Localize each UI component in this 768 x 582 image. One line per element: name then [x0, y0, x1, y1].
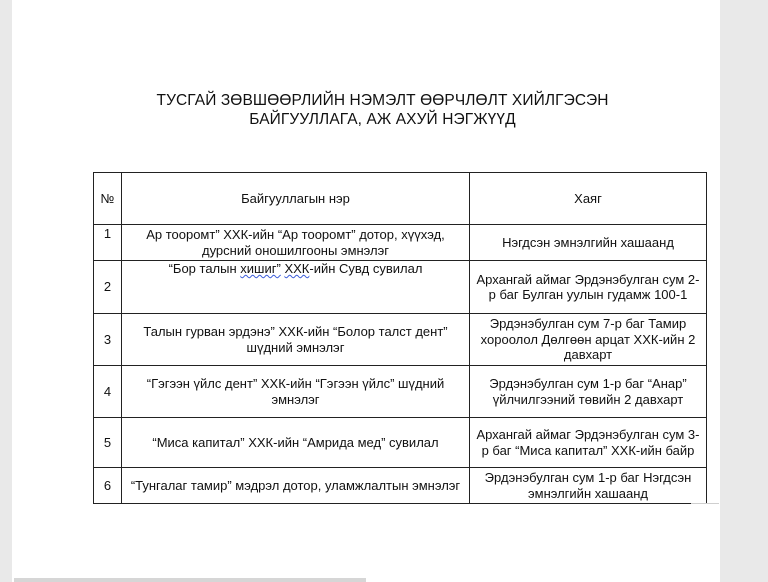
header-organization-name: Байгууллагын нэр [122, 173, 470, 225]
table-row [94, 261, 707, 314]
title-line-2: БАЙГУУЛЛАГА, АЖ АХУЙ НЭГЖҮҮД [249, 111, 516, 128]
title-line-1: ТУСГАЙ ЗӨВШӨӨРЛИЙН НЭМЭЛТ ӨӨРЧЛӨЛТ ХИЙЛГЭСЭН [156, 92, 609, 109]
organization-address: Эрдэнэбулган сум 1-р баг “Анар” үйлчилгээний төвийн 2 давхарт [470, 366, 707, 418]
organization-name: “Бор талын хишиг” ХХК-ийн Сувд сувилал [122, 261, 470, 314]
document-title [0, 91, 765, 129]
table-row [94, 418, 707, 468]
organization-address: Эрдэнэбулган сум 7-р баг Тамир хороолол Дөлгөөн арцат ХХК-ийн 2 давхарт [470, 314, 707, 366]
horizontal-scrollbar[interactable] [14, 578, 366, 582]
organization-name: Ар тооромт” ХХК-ийн “Ар тооромт” дотор, хүүхэд, дурсний оношилгооны эмнэлэг [122, 225, 470, 261]
row-number: 4 [94, 366, 122, 418]
header-address: Хаяг [470, 173, 707, 225]
divider [691, 503, 719, 504]
table-row [94, 225, 707, 261]
row-number: 2 [94, 261, 122, 314]
organizations-table [93, 172, 707, 504]
organization-name: “Миса капитал” ХХК-ийн “Амрида мед” сувилал [122, 418, 470, 468]
row-number: 1 [94, 225, 122, 261]
row-number: 3 [94, 314, 122, 366]
table-header-row [94, 173, 707, 225]
organization-address: Нэгдсэн эмнэлгийн хашаанд [470, 225, 707, 261]
organization-address: Архангай аймаг Эрдэнэбулган сум 2-р баг Булган уулын гудамж 100-1 [470, 261, 707, 314]
organization-name: “Гэгээн үйлс дент” ХХК-ийн “Гэгээн үйлс” шүдний эмнэлэг [122, 366, 470, 418]
table-row [94, 366, 707, 418]
organization-name: Талын гурван эрдэнэ” ХХК-ийн “Болор талст дент” шүдний эмнэлэг [122, 314, 470, 366]
spellcheck-underline: ХХК [284, 261, 310, 276]
row-number: 6 [94, 468, 122, 504]
table-row [94, 314, 707, 366]
spellcheck-underline: хишиг” [240, 261, 281, 276]
organization-address: Эрдэнэбулган сум 1-р баг Нэгдсэн эмнэлгийн хашаанд [470, 468, 707, 504]
row-number: 5 [94, 418, 122, 468]
organization-address: Архангай аймаг Эрдэнэбулган сум 3-р баг “Миса капитал” ХХК-ийн байр [470, 418, 707, 468]
table-row [94, 468, 707, 504]
header-number: № [94, 173, 122, 225]
organization-name: “Тунгалаг тамир” мэдрэл дотор, уламжлалтын эмнэлэг [122, 468, 470, 504]
